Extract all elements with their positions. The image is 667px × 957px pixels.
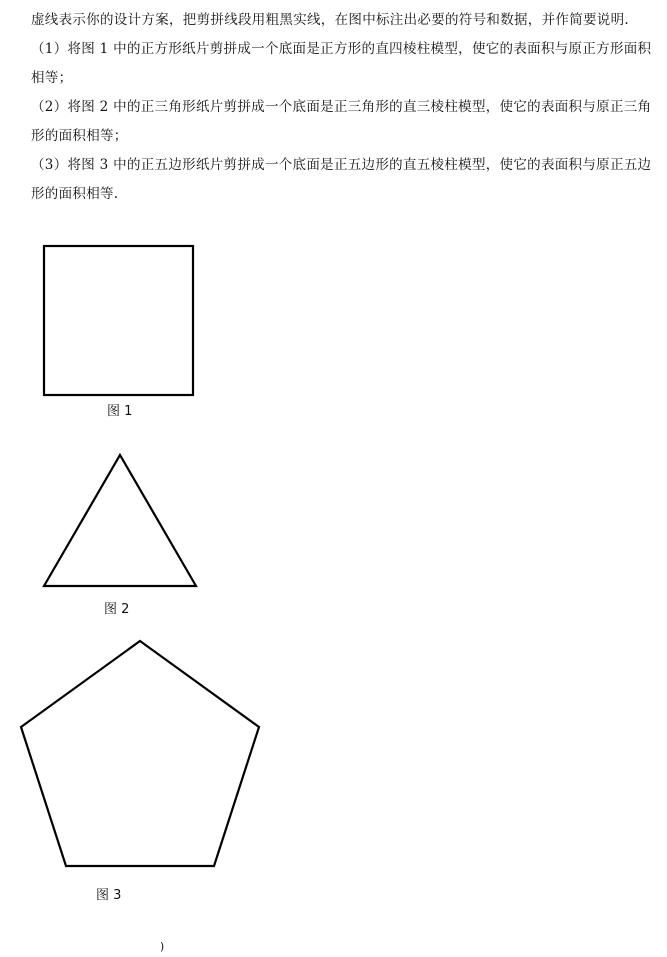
problem-text — [31, 6, 661, 209]
figure-3-pentagon — [18, 636, 264, 870]
pentagon-shape — [18, 636, 264, 870]
intro-text: 虚线表示你的设计方案，把剪拼线段用粗黑实线，在图中标注出必要的符号和数据，并作简要说明. — [31, 12, 629, 28]
figure-1-caption: 图 1 — [107, 404, 133, 419]
question-1: （1）将图 1 中的正方形纸片剪拼成一个底面是正方形的直四棱柱模型，使它的表面积与原正方形面积相等； — [31, 41, 652, 86]
figure-2-caption: 图 2 — [104, 602, 130, 617]
question-3: （3）将图 3 中的正五边形纸片剪拼成一个底面是正五边形的直五棱柱模型，使它的表面积与原正五边形的面积相等. — [31, 157, 652, 202]
figure-2-triangle — [40, 452, 200, 590]
figure-1-square — [42, 244, 196, 398]
figure-3-caption: 图 3 — [96, 888, 122, 903]
triangle-shape — [40, 452, 200, 590]
square-shape — [42, 244, 196, 398]
stray-mark: ) — [160, 940, 165, 953]
question-2: （2）将图 2 中的正三角形纸片剪拼成一个底面是正三角形的直三棱柱模型，使它的表面积与原正三角形的面积相等； — [31, 99, 652, 144]
